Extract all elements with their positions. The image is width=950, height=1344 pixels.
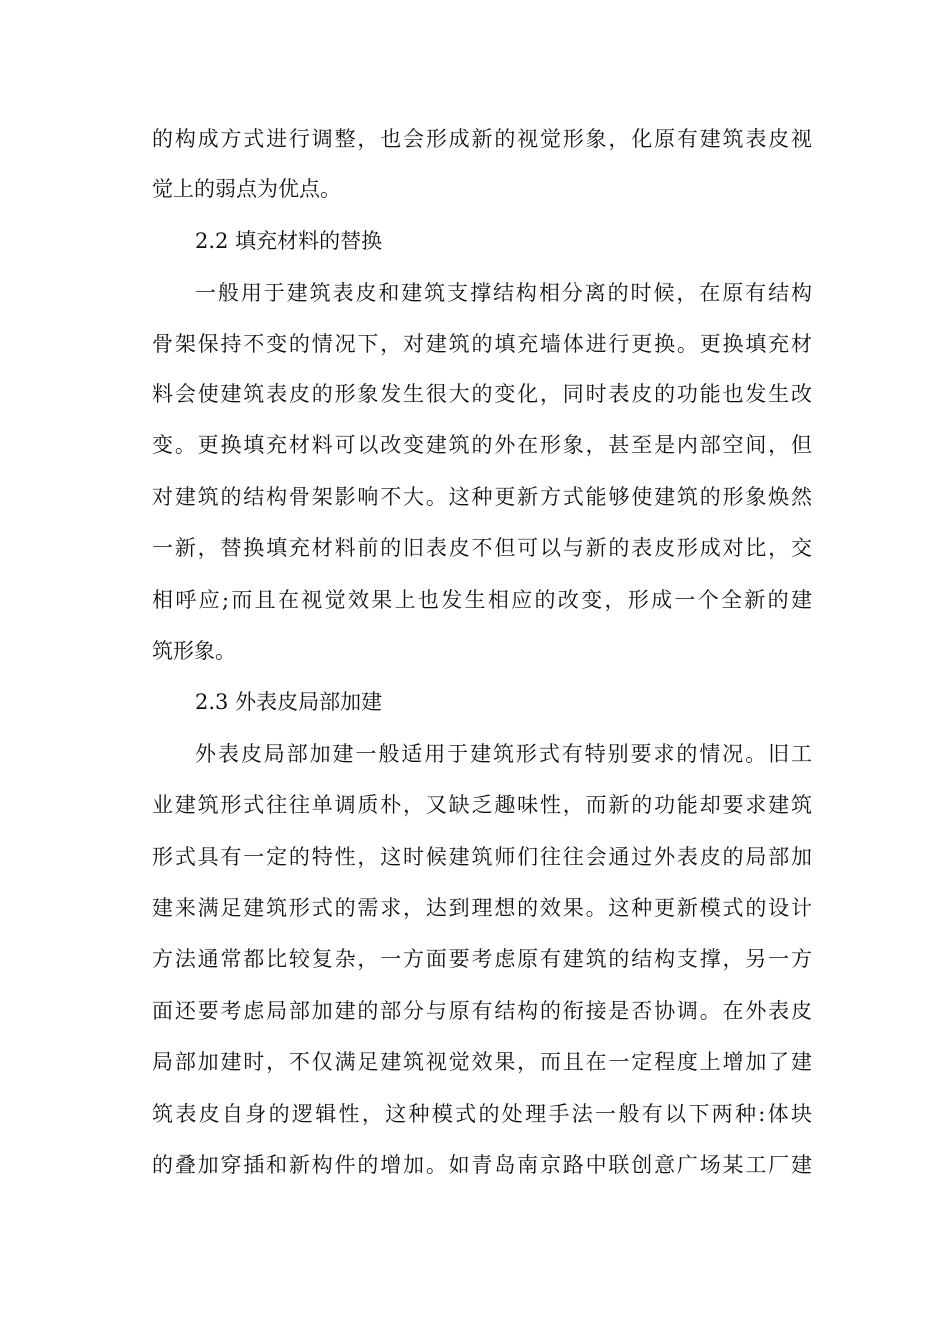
paragraph-line: 对建筑的结构骨架影响不大。这种更新方式能够使建筑的形象焕然 bbox=[152, 485, 812, 509]
paragraph-line: 料会使建筑表皮的形象发生很大的变化，同时表皮的功能也发生改 bbox=[152, 382, 812, 406]
paragraph-line: 一新，替换填充材料前的旧表皮不但可以与新的表皮形成对比，交 bbox=[152, 536, 812, 560]
paragraph-line: 外表皮局部加建一般适用于建筑形式有特别要求的情况。旧工 bbox=[195, 742, 812, 766]
paragraph-line: 觉上的弱点为优点。 bbox=[152, 177, 341, 201]
paragraph-line: 面还要考虑局部加建的部分与原有结构的衔接是否协调。在外表皮 bbox=[152, 999, 812, 1023]
paragraph-line: 业建筑形式往往单调质朴，又缺乏趣味性，而新的功能却要求建筑 bbox=[152, 793, 812, 817]
paragraph-line: 一般用于建筑表皮和建筑支撑结构相分离的时候，在原有结构 bbox=[195, 281, 812, 305]
paragraph-line: 筑形象。 bbox=[152, 639, 236, 663]
paragraph-line: 局部加建时，不仅满足建筑视觉效果，而且在一定程度上增加了建 bbox=[152, 1050, 812, 1074]
paragraph-line: 建来满足建筑形式的需求，达到理想的效果。这种更新模式的设计 bbox=[152, 896, 812, 920]
paragraph-line: 变。更换填充材料可以改变建筑的外在形象，甚至是内部空间，但 bbox=[152, 433, 812, 457]
paragraph-line: 相呼应;而且在视觉效果上也发生相应的改变，形成一个全新的建 bbox=[152, 588, 812, 612]
paragraph-line: 的叠加穿插和新构件的增加。如青岛南京路中联创意广场某工厂建 bbox=[152, 1153, 812, 1177]
section-heading: 2.2 填充材料的替换 bbox=[195, 229, 383, 253]
paragraph-line: 形式具有一定的特性，这时候建筑师们往往会通过外表皮的局部加 bbox=[152, 845, 812, 869]
paragraph-line: 骨架保持不变的情况下，对建筑的填充墙体进行更换。更换填充材 bbox=[152, 332, 812, 356]
paragraph-line: 方法通常都比较复杂，一方面要考虑原有建筑的结构支撑，另一方 bbox=[152, 947, 812, 971]
section-heading: 2.3 外表皮局部加建 bbox=[195, 690, 383, 714]
paragraph-line: 筑表皮自身的逻辑性，这种模式的处理手法一般有以下两种:体块 bbox=[152, 1102, 812, 1126]
paragraph-line: 的构成方式进行调整，也会形成新的视觉形象，化原有建筑表皮视 bbox=[152, 127, 812, 151]
